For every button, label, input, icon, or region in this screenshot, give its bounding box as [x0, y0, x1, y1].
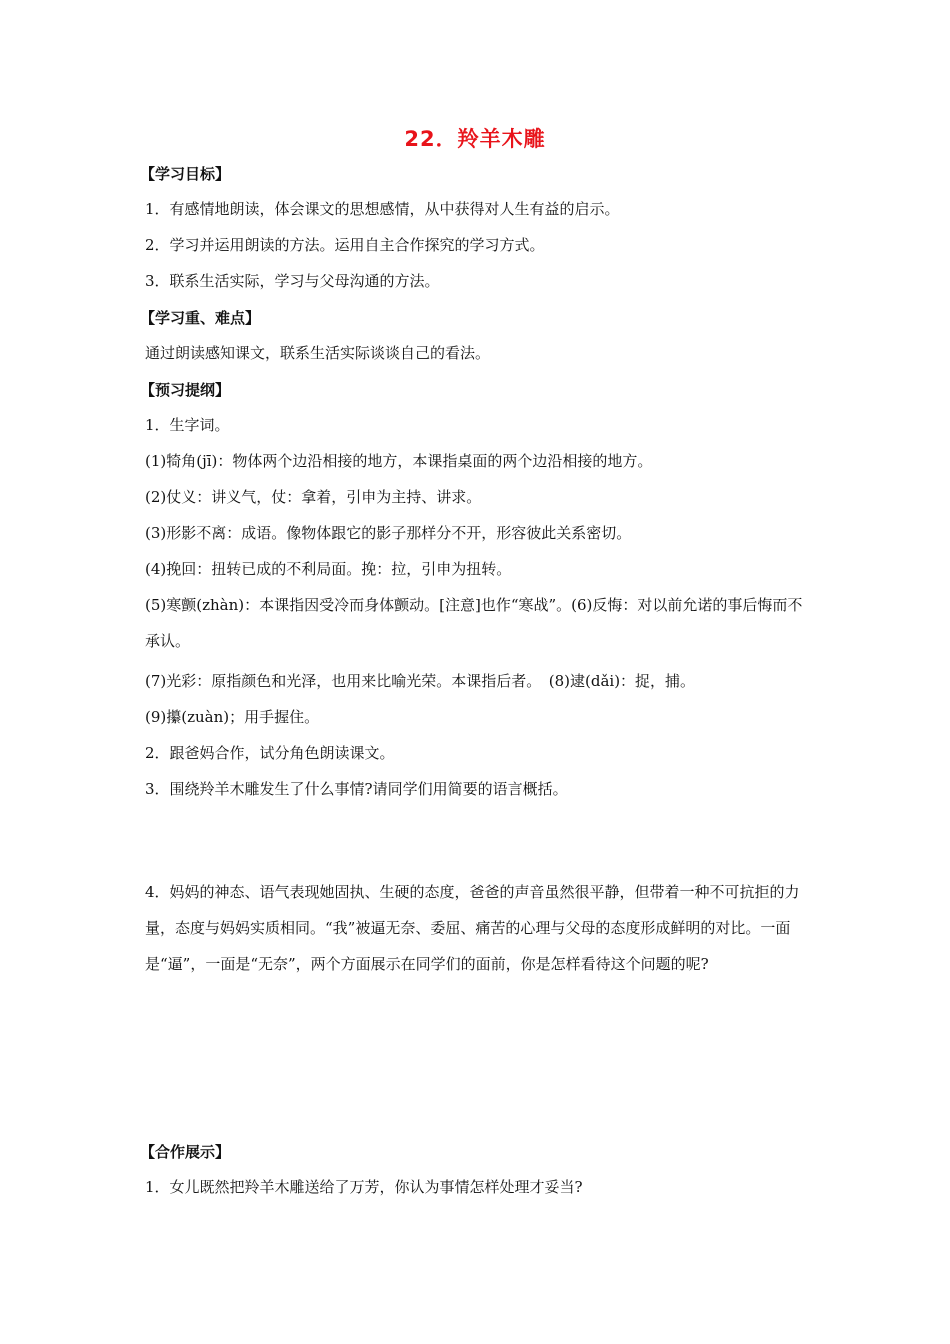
page-title: 22．羚羊木雕: [404, 127, 546, 151]
goal-item: 3．联系生活实际，学习与父母沟通的方法。: [145, 272, 440, 290]
outline-item: (9)攥(zuàn)；用手握住。: [145, 708, 320, 726]
cooperation-heading: 【合作展示】: [140, 1143, 231, 1161]
outline-item: (3)形影不离：成语。像物体跟它的影子那样分不开，形容彼此关系密切。: [145, 524, 632, 542]
question-4-paragraph: 4．妈妈的神态、语气表现她固执、生硬的态度，爸爸的声音虽然很平静，但带着一种不可抗拒的力量，态度与妈妈实质相同。“我”被逼无奈、委屈、痛苦的心理与父母的态度形成鲜明的对比。一面是“逼”，一面是“无奈”，两个方面展示在同学们的面前，你是怎样看待这个问题的呢?: [145, 883, 800, 973]
outline-item: (5)寒颤(zhàn)：本课指因受冷而身体颤动。[注意]也作“寒战”。(6)反悔：对以前允诺的事后悔而不承认。: [145, 596, 803, 650]
focus-text: 通过朗读感知课文，联系生活实际谈谈自己的看法。: [145, 344, 491, 362]
outline-item: 1．生字词。: [145, 416, 230, 434]
outline-item: (4)挽回：扭转已成的不利局面。挽：拉，引申为扭转。: [145, 560, 512, 578]
outline-item: (2)仗义：讲义气，仗：拿着，引申为主持、讲求。: [145, 488, 482, 506]
cooperation-item: 1．女儿既然把羚羊木雕送给了万芳，你认为事情怎样处理才妥当?: [145, 1178, 583, 1196]
outline-item: 2．跟爸妈合作，试分角色朗读课文。: [145, 744, 395, 762]
goals-heading: 【学习目标】: [140, 165, 231, 183]
outline-item: 3．围绕羚羊木雕发生了什么事情?请同学们用简要的语言概括。: [145, 780, 568, 798]
goal-item: 1．有感情地朗读，体会课文的思想感情，从中获得对人生有益的启示。: [145, 200, 620, 218]
outline-heading: 【预习提纲】: [140, 381, 231, 399]
focus-heading: 【学习重、难点】: [140, 309, 261, 327]
outline-item: (1)犄角(jī)：物体两个边沿相接的地方，本课指桌面的两个边沿相接的地方。: [145, 452, 653, 470]
goal-item: 2．学习并运用朗读的方法。运用自主合作探究的学习方式。: [145, 236, 545, 254]
outline-item: (7)光彩：原指颜色和光泽，也用来比喻光荣。本课指后者。 (8)逮(dǎi)：捉，捕。: [145, 672, 696, 690]
